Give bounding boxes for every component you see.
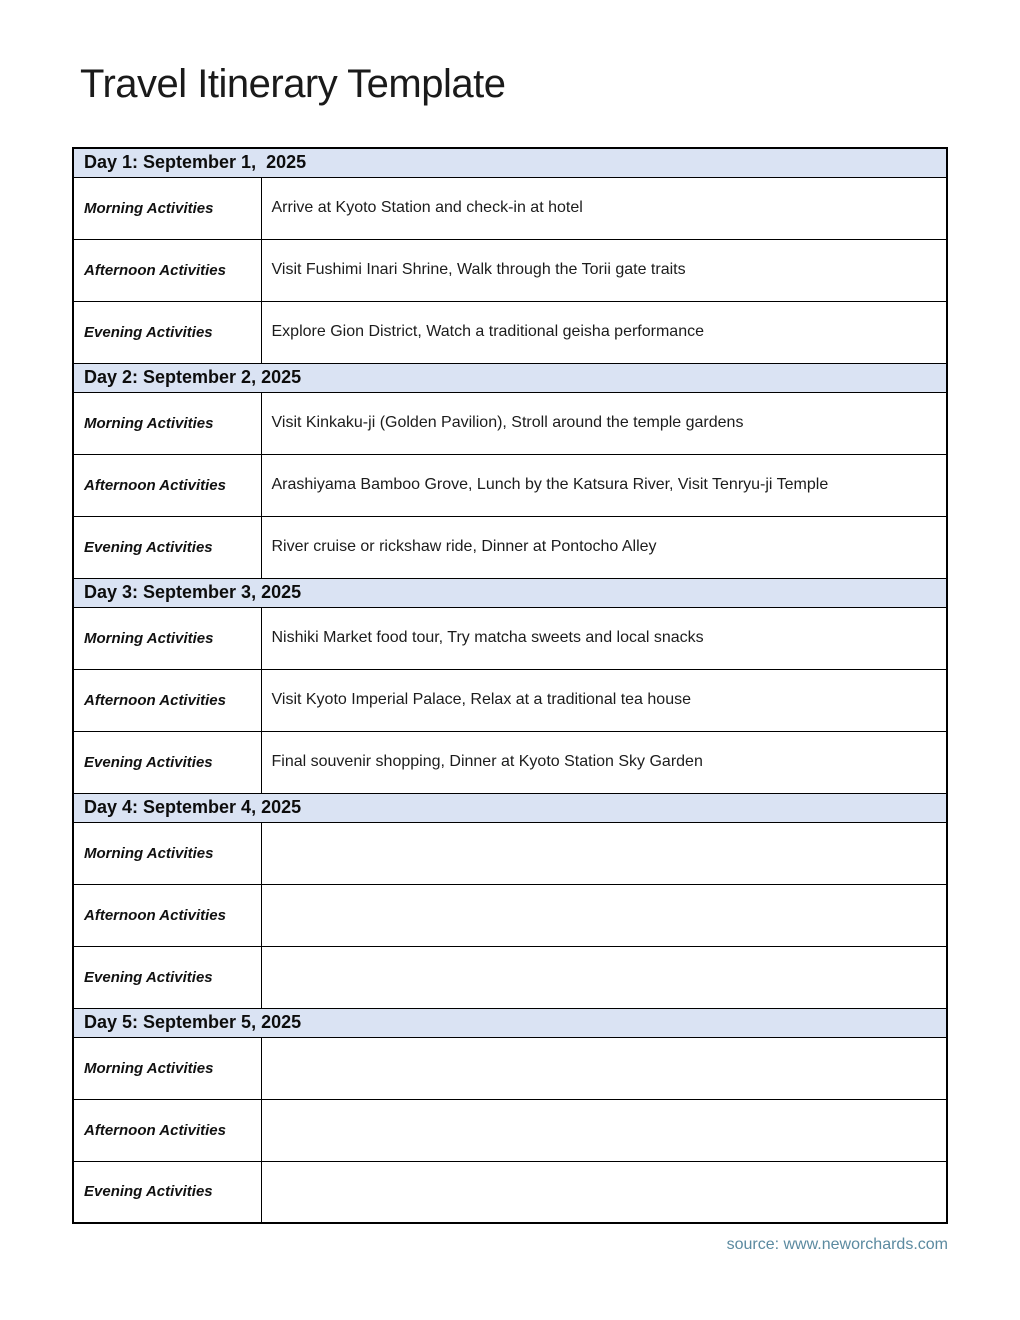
day-2-morning-label: Morning Activities: [73, 392, 261, 454]
day-1-evening-value: Explore Gion District, Watch a traditional geisha performance: [261, 301, 947, 363]
table-row: [73, 301, 947, 363]
table-row: [73, 516, 947, 578]
day-3-evening-value: Final souvenir shopping, Dinner at Kyoto Station Sky Garden: [261, 731, 947, 793]
day-5-morning-value: [261, 1037, 947, 1099]
source-attribution: source: www.neworchards.com: [726, 1236, 948, 1253]
table-row: [73, 177, 947, 239]
day-3-evening-label: Evening Activities: [73, 731, 261, 793]
day-2-header: Day 2: September 2, 2025: [73, 363, 947, 392]
table-row: [73, 392, 947, 454]
day-3-header: Day 3: September 3, 2025: [73, 578, 947, 607]
day-2-morning-value: Visit Kinkaku-ji (Golden Pavilion), Stroll around the temple gardens: [261, 392, 947, 454]
day-5-evening-label: Evening Activities: [73, 1161, 261, 1223]
day-3-afternoon-value: Visit Kyoto Imperial Palace, Relax at a traditional tea house: [261, 669, 947, 731]
day-3-afternoon-label: Afternoon Activities: [73, 669, 261, 731]
table-row: [73, 607, 947, 669]
table-row: [73, 731, 947, 793]
table-row: [73, 946, 947, 1008]
table-row: [73, 454, 947, 516]
day-4-afternoon-value: [261, 884, 947, 946]
day-2-section: [73, 363, 947, 392]
day-3-morning-value: Nishiki Market food tour, Try matcha sweets and local snacks: [261, 607, 947, 669]
table-row: [73, 822, 947, 884]
day-1-morning-label: Morning Activities: [73, 177, 261, 239]
day-4-evening-label: Evening Activities: [73, 946, 261, 1008]
day-1-section: [73, 148, 947, 177]
day-4-morning-value: [261, 822, 947, 884]
table-row: [73, 884, 947, 946]
day-5-afternoon-label: Afternoon Activities: [73, 1099, 261, 1161]
day-5-afternoon-value: [261, 1099, 947, 1161]
day-4-morning-label: Morning Activities: [73, 822, 261, 884]
day-2-afternoon-value: Arashiyama Bamboo Grove, Lunch by the Katsura River, Visit Tenryu-ji Temple: [261, 454, 947, 516]
day-4-header: Day 4: September 4, 2025: [73, 793, 947, 822]
day-1-morning-value: Arrive at Kyoto Station and check-in at hotel: [261, 177, 947, 239]
day-3-section: [73, 578, 947, 607]
table-row: [73, 239, 947, 301]
day-2-evening-label: Evening Activities: [73, 516, 261, 578]
day-3-morning-label: Morning Activities: [73, 607, 261, 669]
table-row: [73, 1161, 947, 1223]
day-1-afternoon-value: Visit Fushimi Inari Shrine, Walk through the Torii gate traits: [261, 239, 947, 301]
day-1-header: Day 1: September 1, 2025: [73, 148, 947, 177]
table-row: [73, 1037, 947, 1099]
day-1-evening-label: Evening Activities: [73, 301, 261, 363]
day-5-morning-label: Morning Activities: [73, 1037, 261, 1099]
day-1-afternoon-label: Afternoon Activities: [73, 239, 261, 301]
day-5-header: Day 5: September 5, 2025: [73, 1008, 947, 1037]
day-5-section: [73, 1008, 947, 1037]
itinerary-table: [72, 147, 948, 1224]
page-title: Travel Itinerary Template: [80, 62, 506, 106]
table-row: [73, 669, 947, 731]
day-2-afternoon-label: Afternoon Activities: [73, 454, 261, 516]
day-2-evening-value: River cruise or rickshaw ride, Dinner at Pontocho Alley: [261, 516, 947, 578]
day-4-evening-value: [261, 946, 947, 1008]
day-4-afternoon-label: Afternoon Activities: [73, 884, 261, 946]
day-4-section: [73, 793, 947, 822]
day-5-evening-value: [261, 1161, 947, 1223]
table-row: [73, 1099, 947, 1161]
